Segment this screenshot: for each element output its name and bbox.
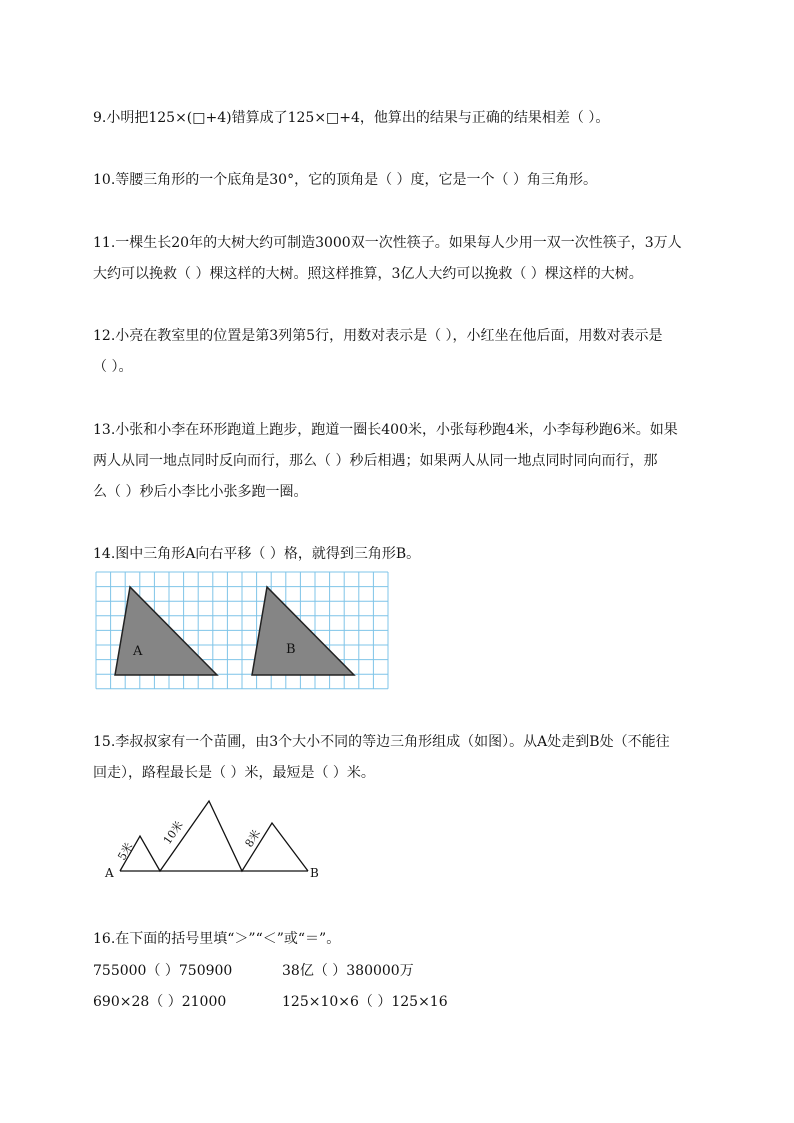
- nursery-triangles-figure: [100, 795, 330, 889]
- triangle-outlines: [120, 801, 308, 871]
- question-11-line-2: 大约可以挽救（ ）棵这样的大树。照这样推算，3亿人大约可以挽救（ ）棵这样的大树。: [93, 266, 643, 282]
- question-12-line-1: 12.小亮在教室里的位置是第3列第5行，用数对表示是（ ），小红坐在他后面，用数对表示是: [93, 328, 663, 344]
- question-16-row-1-b: 38亿（ ）380000万: [282, 963, 414, 979]
- side-label-small: 5米: [115, 840, 136, 863]
- point-a-label: A: [105, 866, 114, 880]
- question-16-row-2-b: 125×10×6（ ）125×16: [282, 994, 448, 1010]
- triangle-b-label: B: [286, 642, 296, 657]
- side-label-large: 10米: [160, 818, 186, 847]
- grid-figure-svg: [95, 571, 391, 695]
- question-16: 16.在下面的括号里填“＞”“＜”或“＝”。: [93, 931, 341, 947]
- triangle-b: [252, 587, 354, 675]
- question-15-line-1: 15.李叔叔家有一个苗圃，由3个大小不同的等边三角形组成（如图）。从A处走到B处（不能往: [93, 734, 670, 750]
- question-16-row-2-a: 690×28（ ）21000: [93, 994, 227, 1010]
- question-9: 9.小明把125×(□+4)错算成了125×□+4，他算出的结果与正确的结果相差（ ）。: [93, 110, 610, 126]
- question-10: 10.等腰三角形的一个底角是30°，它的顶角是（ ）度，它是一个（ ）角三角形。: [93, 172, 597, 188]
- question-16-row-1-a: 755000（ ）750900: [93, 963, 233, 979]
- side-label-medium: 8米: [242, 827, 264, 850]
- question-14: 14.图中三角形A向右平移（ ）格，就得到三角形B。: [93, 546, 421, 562]
- triangle-a: [115, 587, 217, 675]
- point-b-label: B: [310, 866, 319, 880]
- question-13-line-1: 13.小张和小李在环形跑道上跑步，跑道一圈长400米，小张每秒跑4米，小李每秒跑6米。如果: [93, 422, 678, 438]
- translation-grid-figure: [95, 571, 391, 699]
- question-15-line-2: 回走），路程最长是（ ）米，最短是（ ）米。: [93, 765, 375, 781]
- nursery-figure-svg: [100, 795, 330, 885]
- triangle-a-label: A: [133, 644, 143, 659]
- question-11-line-1: 11.一棵生长20年的大树大约可制造3000双一次性筷子。如果每人少用一双一次性筷子，3万人: [93, 235, 682, 251]
- question-12-line-2: （ ）。: [93, 359, 133, 375]
- question-13-line-3: 么（ ）秒后小李比小张多跑一圈。: [93, 484, 308, 500]
- question-13-line-2: 两人从同一地点同时反向而行，那么（ ）秒后相遇；如果两人从同一地点同时同向而行，那: [93, 453, 658, 469]
